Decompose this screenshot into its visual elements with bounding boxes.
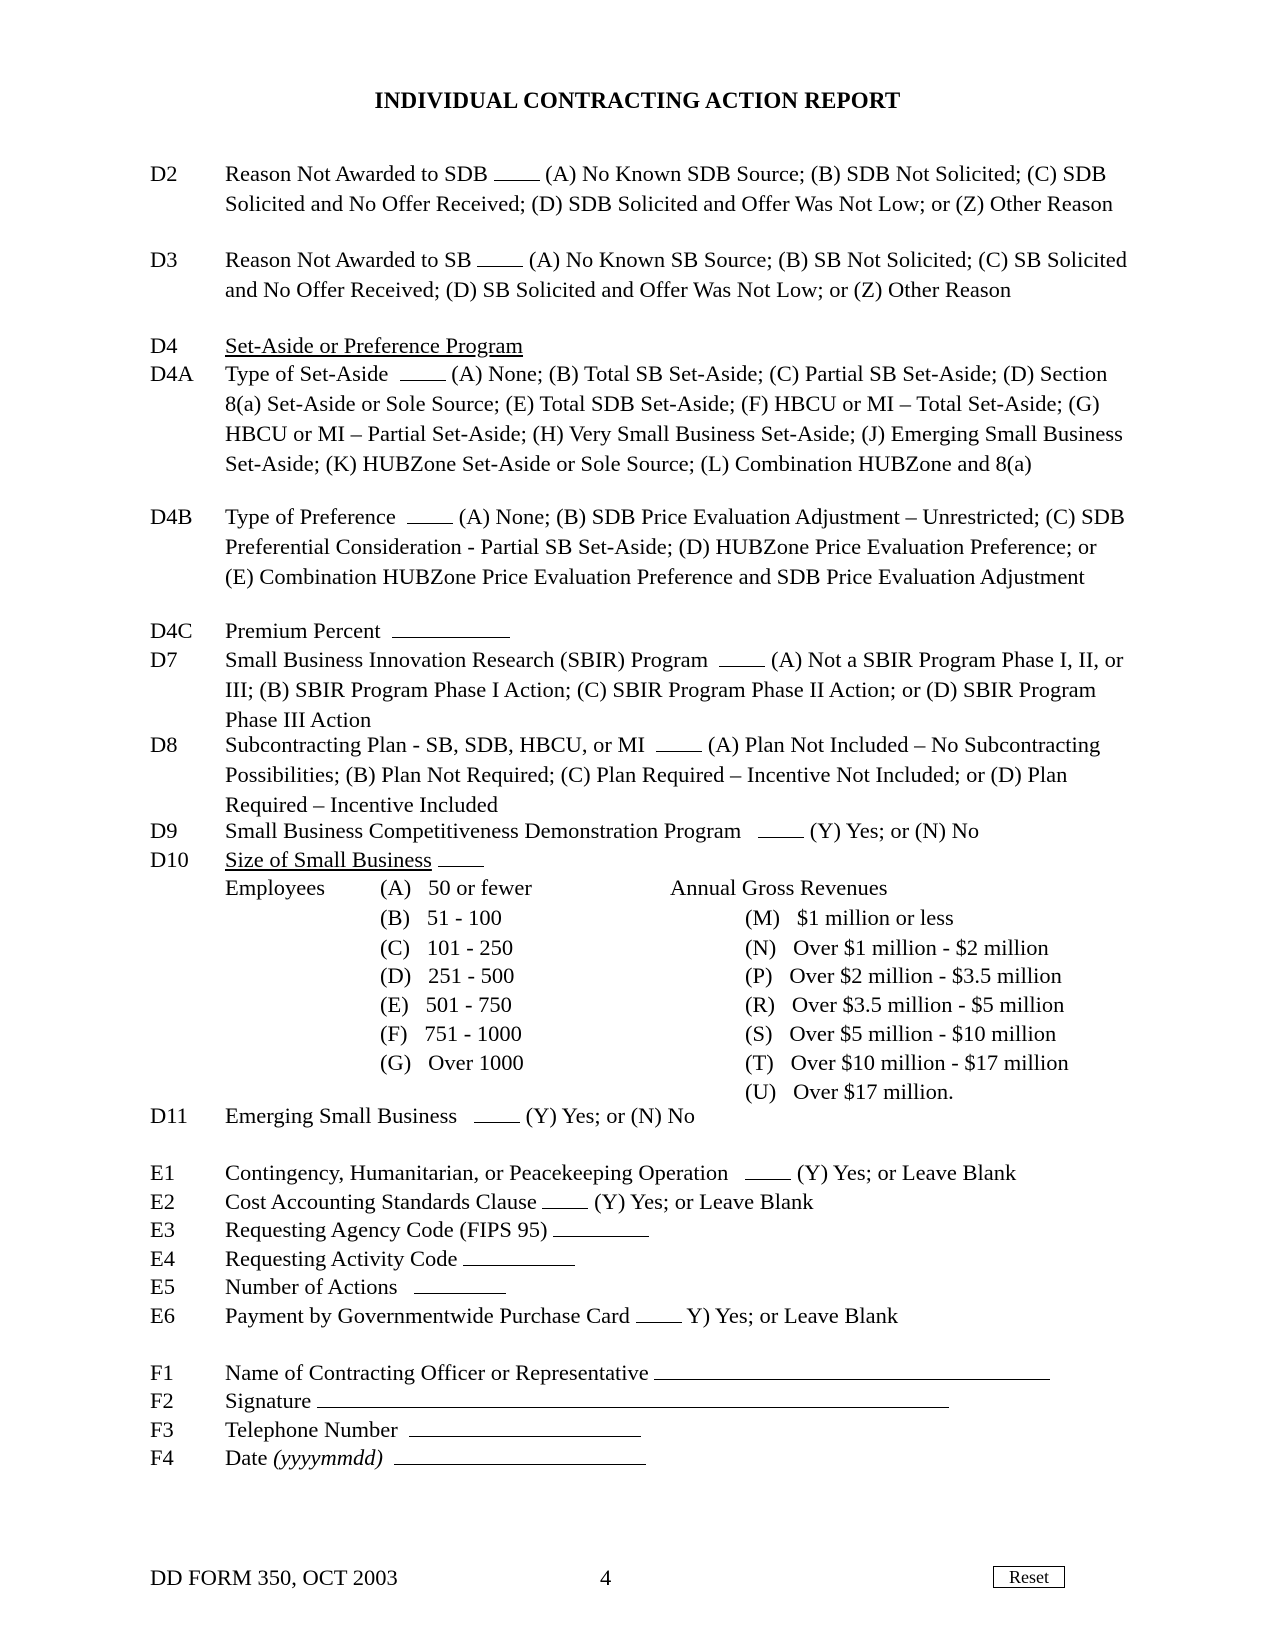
item-label: Small Business Innovation Research (SBIR) Program [225, 647, 709, 672]
item-code: D9 [150, 818, 178, 843]
item-label: Signature [225, 1388, 312, 1413]
item-label: Number of Actions [225, 1274, 398, 1299]
revenue-option: (N) Over $1 million - $2 million [745, 935, 1049, 960]
item-d3 [150, 245, 1130, 305]
item-label: Emerging Small Business [225, 1103, 458, 1128]
item-label: Small Business Competitiveness Demonstration Program [225, 818, 742, 843]
item-d7 [150, 645, 1130, 735]
item-label: Name of Contracting Officer or Representative [225, 1360, 649, 1385]
item-code: D4B [150, 504, 193, 529]
item-options: (Y) Yes; or Leave Blank [796, 1160, 1017, 1185]
item-options: Y) Yes; or Leave Blank [686, 1303, 899, 1328]
item-label: Subcontracting Plan - SB, SDB, HBCU, or MI [225, 732, 646, 757]
d10-blank-field[interactable] [438, 846, 484, 867]
item-code: D10 [150, 847, 189, 872]
item-d9 [150, 816, 1130, 846]
item-options: (A) No Known SDB Source; (B) SDB Not Solicited; (C) SDB Solicited and No Offer Received; (D) SDB Solicited and Offer Was Not Low; or (Z) Other Reason [225, 161, 1113, 216]
section-heading: Set-Aside or Preference Program [225, 333, 524, 358]
item-f3 [150, 1415, 1130, 1445]
item-code: F2 [150, 1388, 174, 1413]
item-options: (A) Not a SBIR Program Phase I, II, or III; (B) SBIR Program Phase I Action; (C) SBIR Program Phase II Action; or (D) SBIR Program Phase III Action [225, 647, 1124, 732]
item-e2 [150, 1187, 1130, 1217]
item-d4b [150, 502, 1130, 592]
page-title: INDIVIDUAL CONTRACTING ACTION REPORT [374, 88, 901, 113]
item-code: E6 [150, 1303, 175, 1328]
item-code: D4C [150, 618, 193, 643]
revenue-option: (M) $1 million or less [745, 905, 954, 930]
item-e6 [150, 1301, 1130, 1331]
item-label: Requesting Activity Code [225, 1246, 458, 1271]
d8-blank-field[interactable] [656, 731, 702, 752]
item-code: F1 [150, 1360, 174, 1385]
reset-button[interactable]: Reset [993, 1566, 1065, 1588]
item-code: D3 [150, 247, 178, 272]
item-label: Type of Preference [225, 504, 396, 529]
e1-blank-field[interactable] [745, 1159, 791, 1180]
employee-option: (C) 101 - 250 [380, 935, 514, 960]
item-options: (A) None; (B) Total SB Set-Aside; (C) Partial SB Set-Aside; (D) Section 8(a) Set-Aside or Sole Source; (E) Total SDB Set-Aside; (F) HBCU or MI – Total Set-Aside; (G) HBCU or MI – Partial Set-Aside; (H) Very Small Business Set-Aside; (J) Emerging Small Business Set-Aside; (K) HUBZone Set-Aside or Sole Source; (L) Combination HUBZone and 8(a) [225, 361, 1123, 476]
d2-blank-field[interactable] [494, 160, 540, 181]
item-d4 [150, 331, 1130, 361]
activity-code-field[interactable] [463, 1245, 575, 1266]
item-code: E2 [150, 1189, 175, 1214]
item-options: (Y) Yes; or (N) No [525, 1103, 695, 1128]
item-code: E5 [150, 1274, 175, 1299]
d7-blank-field[interactable] [719, 646, 765, 667]
item-code: E4 [150, 1246, 175, 1271]
date-field[interactable] [394, 1444, 646, 1465]
item-label: Requesting Agency Code (FIPS 95) [225, 1217, 548, 1242]
employee-option: (E) 501 - 750 [380, 992, 512, 1017]
item-e5 [150, 1272, 1130, 1302]
item-options: (A) Plan Not Included – No Subcontracting Possibilities; (B) Plan Not Required; (C) Plan Required – Incentive Not Included; or (D) Plan Required – Incentive Included [225, 732, 1101, 817]
item-code: E3 [150, 1217, 175, 1242]
item-label: Reason Not Awarded to SDB [225, 161, 488, 186]
number-of-actions-field[interactable] [414, 1273, 506, 1294]
item-d10 [150, 845, 1130, 875]
d9-blank-field[interactable] [758, 817, 804, 838]
revenue-option: (P) Over $2 million - $3.5 million [745, 963, 1062, 988]
item-code: D4 [150, 333, 178, 358]
item-e1 [150, 1158, 1130, 1188]
d11-blank-field[interactable] [474, 1102, 520, 1123]
section-heading: Size of Small Business [225, 847, 432, 872]
e6-blank-field[interactable] [636, 1302, 682, 1323]
item-options: (Y) Yes; or Leave Blank [594, 1189, 814, 1214]
employee-option: (A) 50 or fewer [380, 875, 532, 900]
employee-option: (D) 251 - 500 [380, 963, 515, 988]
item-label: Type of Set-Aside [225, 361, 389, 386]
d3-blank-field[interactable] [477, 246, 523, 267]
item-d2 [150, 159, 1130, 219]
employee-option: (F) 751 - 1000 [380, 1021, 522, 1046]
item-options: (A) None; (B) SDB Price Evaluation Adjustment – Unrestricted; (C) SDB Preferential Consideration - Partial SB Set-Aside; (D) HUBZone Price Evaluation Preference; or (E) Combination HUBZone Price Evaluation Preference and SDB Price Evaluation Adjustment [225, 504, 1125, 589]
item-label: Contingency, Humanitarian, or Peacekeeping Operation [225, 1160, 729, 1185]
d4a-blank-field[interactable] [400, 360, 446, 381]
item-code: D2 [150, 161, 178, 186]
telephone-number-field[interactable] [409, 1416, 641, 1437]
item-f1 [150, 1358, 1130, 1388]
item-code: D11 [150, 1103, 188, 1128]
item-d4a [150, 359, 1130, 479]
revenue-option: (S) Over $5 million - $10 million [745, 1021, 1057, 1046]
item-label: Reason Not Awarded to SB [225, 247, 472, 272]
item-e4 [150, 1244, 1130, 1274]
signature-field[interactable] [317, 1387, 949, 1408]
item-code: D8 [150, 732, 178, 757]
item-code: F3 [150, 1417, 174, 1442]
employees-heading: Employees [225, 875, 325, 900]
item-code: E1 [150, 1160, 175, 1185]
revenue-option: (T) Over $10 million - $17 million [745, 1050, 1069, 1075]
item-options: (A) No Known SB Source; (B) SB Not Solicited; (C) SB Solicited and No Offer Received; (D) SB Solicited and Offer Was Not Low; or (Z) Other Reason [225, 247, 1128, 302]
item-label: Cost Accounting Standards Clause [225, 1189, 537, 1214]
d4b-blank-field[interactable] [407, 503, 453, 524]
employee-option: (B) 51 - 100 [380, 905, 502, 930]
item-label: Date [225, 1445, 268, 1470]
item-d11 [150, 1101, 1130, 1131]
item-label: Telephone Number [225, 1417, 398, 1442]
item-f2 [150, 1386, 1130, 1416]
item-code: D4A [150, 361, 194, 386]
employee-option: (G) Over 1000 [380, 1050, 524, 1075]
revenue-option: (U) Over $17 million. [745, 1079, 954, 1104]
item-e3 [150, 1215, 1130, 1245]
item-d4c [150, 616, 1130, 646]
item-d8 [150, 730, 1130, 820]
revenues-heading: Annual Gross Revenues [670, 875, 888, 900]
form-number: DD FORM 350, OCT 2003 [150, 1565, 398, 1590]
agency-code-field[interactable] [553, 1216, 649, 1237]
item-code: F4 [150, 1445, 174, 1470]
contracting-officer-name-field[interactable] [654, 1359, 1050, 1380]
item-label: Premium Percent [225, 618, 381, 643]
e2-blank-field[interactable] [542, 1188, 588, 1209]
premium-percent-field[interactable] [392, 617, 510, 638]
item-f4 [150, 1443, 1130, 1473]
page-number: 4 [600, 1565, 612, 1590]
item-label: Payment by Governmentwide Purchase Card [225, 1303, 630, 1328]
revenue-option: (R) Over $3.5 million - $5 million [745, 992, 1065, 1017]
item-code: D7 [150, 647, 178, 672]
date-format-hint: (yyyymmdd) [273, 1445, 384, 1470]
item-options: (Y) Yes; or (N) No [809, 818, 980, 843]
